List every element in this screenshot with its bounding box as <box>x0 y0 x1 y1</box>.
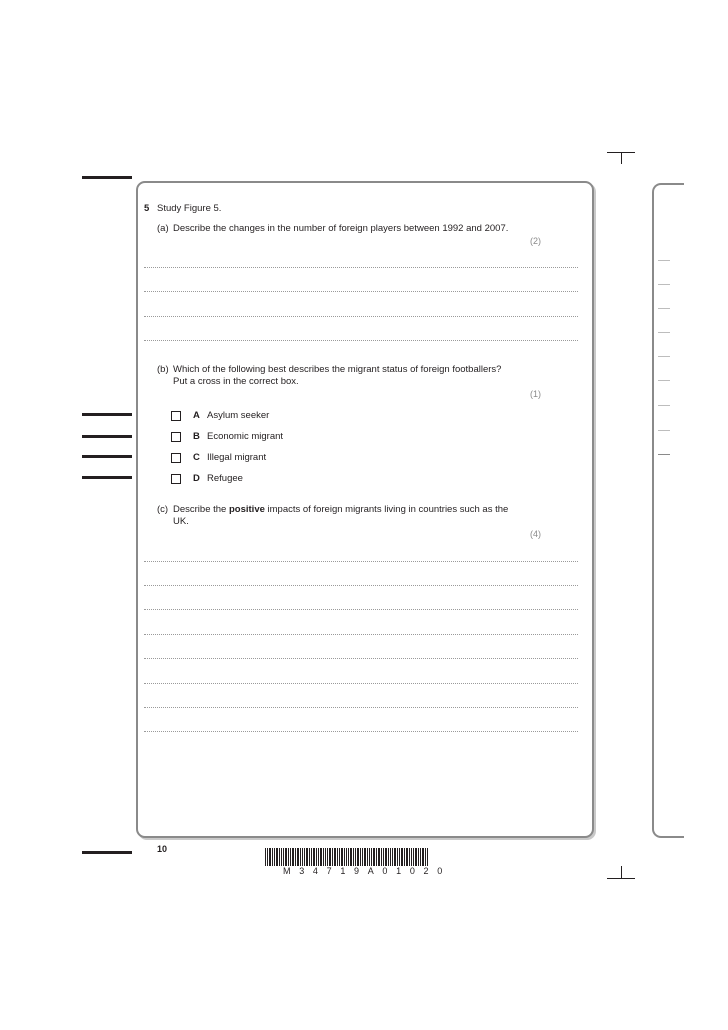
barcode-stripe <box>269 848 271 866</box>
answer-line[interactable] <box>144 316 578 317</box>
answer-line[interactable] <box>144 683 578 684</box>
barcode-stripe <box>409 848 410 866</box>
margin-tick <box>658 260 670 261</box>
margin-bar <box>82 413 132 416</box>
barcode-stripe <box>364 848 366 866</box>
barcode-stripe <box>320 848 322 866</box>
option-d-text: Refugee <box>207 473 243 484</box>
answer-line[interactable] <box>144 658 578 659</box>
barcode-stripe <box>357 848 359 866</box>
option-a-letter: A <box>193 410 200 421</box>
barcode-stripe <box>283 848 284 866</box>
barcode-stripe <box>292 848 294 866</box>
barcode-stripe <box>362 848 363 866</box>
part-a-text: Describe the changes in the number of foreign players between 1992 and 2007. <box>173 223 509 234</box>
barcode <box>265 848 465 866</box>
margin-panel <box>652 183 684 838</box>
part-c-marks: (4) <box>530 529 541 539</box>
barcode-stripe <box>341 848 343 866</box>
barcode-stripe <box>295 848 296 866</box>
barcode-stripe <box>344 848 345 866</box>
barcode-stripe <box>415 848 417 866</box>
barcode-stripe <box>339 848 340 866</box>
barcode-stripe <box>325 848 326 866</box>
option-c-letter: C <box>193 452 200 463</box>
barcode-stripe <box>316 848 317 866</box>
barcode-stripe <box>313 848 315 866</box>
barcode-stripe <box>329 848 331 866</box>
part-b-text-line2: Put a cross in the correct box. <box>173 376 299 387</box>
barcode-stripe <box>279 848 280 866</box>
barcode-stripe <box>369 848 370 866</box>
barcode-stripe <box>383 848 384 866</box>
barcode-stripe <box>353 848 354 866</box>
barcode-stripe <box>311 848 312 866</box>
option-c-text: Illegal migrant <box>207 452 267 463</box>
barcode-stripe <box>348 848 349 866</box>
barcode-stripe <box>304 848 305 866</box>
barcode-stripe <box>323 848 324 866</box>
barcode-stripe <box>355 848 356 866</box>
barcode-text: M34719A01020 <box>283 866 451 876</box>
barcode-stripe <box>397 848 398 866</box>
barcode-stripe <box>309 848 310 866</box>
margin-tick <box>658 308 670 309</box>
barcode-stripe <box>371 848 372 866</box>
barcode-stripe <box>394 848 396 866</box>
barcode-stripe <box>411 848 412 866</box>
margin-tick <box>658 454 670 455</box>
answer-line[interactable] <box>144 267 578 268</box>
barcode-stripe <box>265 848 266 866</box>
option-a-text: Asylum seeker <box>207 410 270 421</box>
answer-line[interactable] <box>144 585 578 586</box>
barcode-stripe <box>302 848 303 866</box>
barcode-stripe <box>404 848 405 866</box>
margin-tick <box>658 380 670 381</box>
barcode-stripe <box>337 848 338 866</box>
answer-line[interactable] <box>144 291 578 292</box>
margin-tick <box>658 405 670 406</box>
answer-line[interactable] <box>144 609 578 610</box>
barcode-stripe <box>297 848 299 866</box>
barcode-stripe <box>272 848 273 866</box>
barcode-stripe <box>425 848 426 866</box>
part-b-marks: (1) <box>530 389 541 399</box>
margin-tick <box>658 430 670 431</box>
margin-bar <box>82 176 132 179</box>
answer-line[interactable] <box>144 707 578 708</box>
part-a-marks: (2) <box>530 236 541 246</box>
answer-line[interactable] <box>144 340 578 341</box>
part-c-text-line2: UK. <box>173 516 189 527</box>
crop-mark <box>621 152 622 164</box>
part-c-text: Describe the positive impacts of foreign migrants living in countries such as the <box>173 504 509 515</box>
crop-mark <box>621 866 622 878</box>
option-b-text: Economic migrant <box>207 431 284 442</box>
part-b-text-line1: Which of the following best describes the migrant status of foreign footballers? <box>173 364 502 375</box>
barcode-stripe <box>401 848 403 866</box>
barcode-stripe <box>376 848 377 866</box>
barcode-stripe <box>285 848 287 866</box>
barcode-stripe <box>381 848 382 866</box>
barcode-stripe <box>378 848 380 866</box>
barcode-stripe <box>346 848 347 866</box>
barcode-stripe <box>318 848 319 866</box>
barcode-stripe <box>290 848 291 866</box>
barcode-stripe <box>388 848 389 866</box>
answer-line[interactable] <box>144 634 578 635</box>
margin-tick <box>658 284 670 285</box>
part-b-label: (b) <box>157 364 169 375</box>
barcode-stripe <box>274 848 275 866</box>
margin-tick <box>658 356 670 357</box>
barcode-stripe <box>306 848 308 866</box>
margin-bar <box>82 435 132 438</box>
page-number: 10 <box>157 844 168 854</box>
option-a-checkbox[interactable] <box>171 411 181 421</box>
barcode-stripe <box>267 848 268 866</box>
option-b-letter: B <box>193 431 200 442</box>
option-d-checkbox[interactable] <box>171 474 181 484</box>
option-c-checkbox[interactable] <box>171 453 181 463</box>
barcode-stripe <box>413 848 414 866</box>
question-intro: Study Figure 5. <box>157 203 222 214</box>
barcode-stripe <box>327 848 328 866</box>
margin-bar <box>82 851 132 854</box>
margin-tick <box>658 332 670 333</box>
part-a-label: (a) <box>157 223 169 234</box>
margin-bar <box>82 455 132 458</box>
barcode-stripe <box>281 848 282 866</box>
barcode-stripe <box>390 848 391 866</box>
option-d-letter: D <box>193 473 200 484</box>
barcode-stripe <box>276 848 278 866</box>
barcode-stripe <box>360 848 361 866</box>
question-number: 5 <box>144 203 150 214</box>
barcode-stripe <box>350 848 352 866</box>
barcode-stripe <box>392 848 393 866</box>
part-c-label: (c) <box>157 504 169 515</box>
crop-mark <box>607 878 635 879</box>
barcode-stripe <box>373 848 375 866</box>
barcode-stripe <box>367 848 368 866</box>
barcode-stripe <box>334 848 336 866</box>
barcode-stripe <box>418 848 419 866</box>
answer-line[interactable] <box>144 561 578 562</box>
barcode-stripe <box>422 848 424 866</box>
margin-bar <box>82 476 132 479</box>
barcode-stripe <box>288 848 289 866</box>
barcode-stripe <box>406 848 408 866</box>
barcode-stripe <box>427 848 428 866</box>
barcode-stripe <box>420 848 421 866</box>
barcode-stripe <box>399 848 400 866</box>
option-b-checkbox[interactable] <box>171 432 181 442</box>
answer-line[interactable] <box>144 731 578 732</box>
barcode-stripe <box>385 848 387 866</box>
barcode-stripe <box>332 848 333 866</box>
barcode-stripe <box>300 848 301 866</box>
